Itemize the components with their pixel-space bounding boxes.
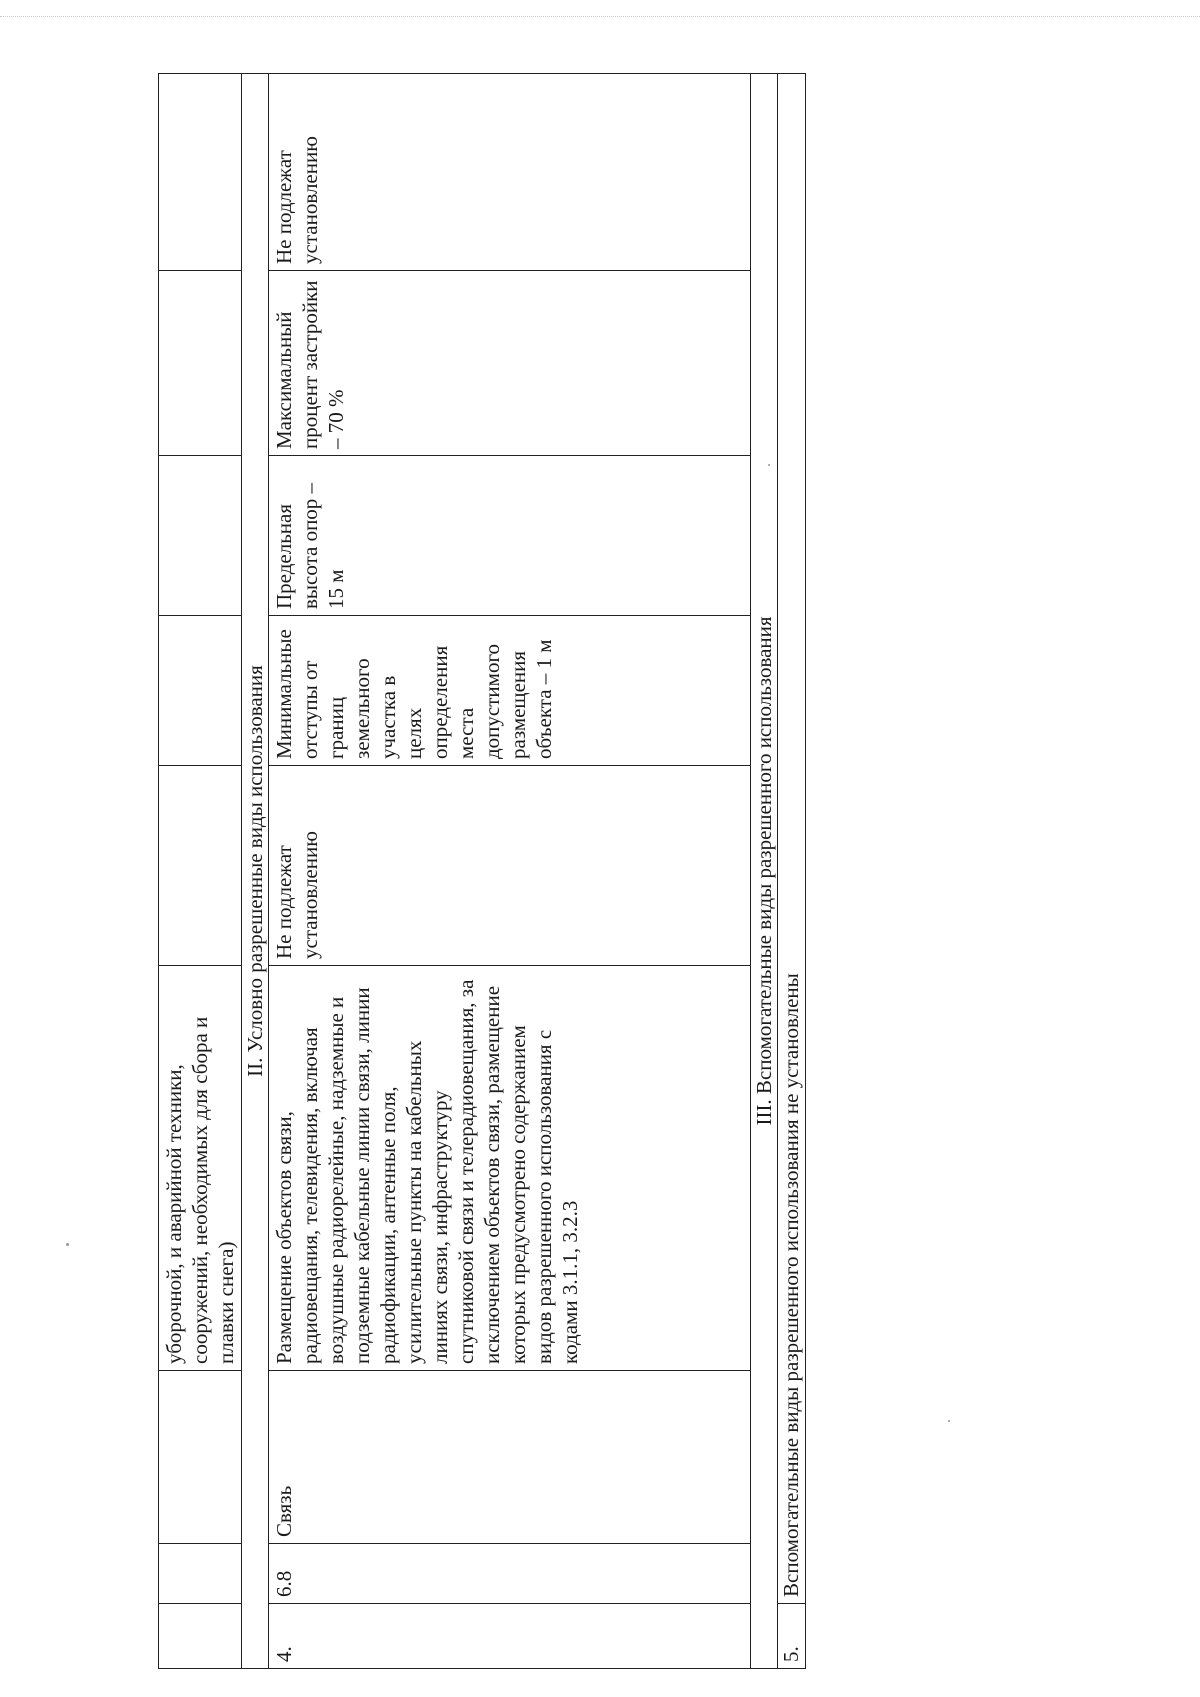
scan-speck — [948, 1420, 950, 1422]
cell-empty — [159, 1371, 242, 1544]
row-plot-size: Не подлежат установлению — [269, 766, 750, 966]
row-number: 5. — [778, 1604, 806, 1669]
table-row — [159, 74, 242, 1669]
section-header-row — [241, 74, 269, 1669]
cell-empty — [159, 1544, 242, 1604]
page-top-rule — [0, 16, 1200, 17]
row-description: Размещение объектов связи, радиовещания, телевидения, включая воздушные радиорелейные, надземные и подземные кабельные линии связи, линии радиофикации, антенные поля, усилительные пункты на кабельных линиях связи, инфраструктуру спутниковой связи и телерадиовещания, за исключением объектов связи, размещение которых предусмотрено содержанием видов разрешенного использования с кодами 3.1.1, 3.2.3 — [269, 966, 750, 1371]
row-other: Не подлежат установлению — [269, 74, 750, 271]
section-iii-title: III. Вспомогательные виды разрешенного использования — [750, 74, 778, 1669]
row-code: 6.8 — [269, 1544, 750, 1604]
row-coverage: Максимальный процент застройки – 70 % — [269, 271, 750, 456]
row-number: 4. — [269, 1604, 750, 1669]
cell-empty — [159, 456, 242, 616]
row-setbacks: Минимальные отступы от границ земельного участка в целях определения места допустимого размещения объекта – 1 м — [269, 616, 750, 766]
rotated-page — [158, 74, 806, 1669]
prev-row-description: уборочной, и аварийной техники, сооружений, необходимых для сбора и плавки снега) — [159, 966, 242, 1371]
row-text: Вспомогательные виды разрешенного использования не установлены — [778, 74, 806, 1604]
table-row-4 — [269, 74, 750, 1669]
cell-empty — [159, 616, 242, 766]
scan-speck — [66, 1243, 69, 1246]
section-ii-title: II. Условно разрешенные виды использования — [241, 74, 269, 1669]
row-name: Связь — [269, 1371, 750, 1544]
cell-empty — [159, 766, 242, 966]
cell-empty — [159, 1604, 242, 1669]
section-header-row — [750, 74, 778, 1669]
cell-empty — [159, 271, 242, 456]
row-height: Предельная высота опор – 15 м — [269, 456, 750, 616]
cell-empty — [159, 74, 242, 271]
land-use-table — [158, 73, 806, 1669]
table-row-5 — [778, 74, 806, 1669]
